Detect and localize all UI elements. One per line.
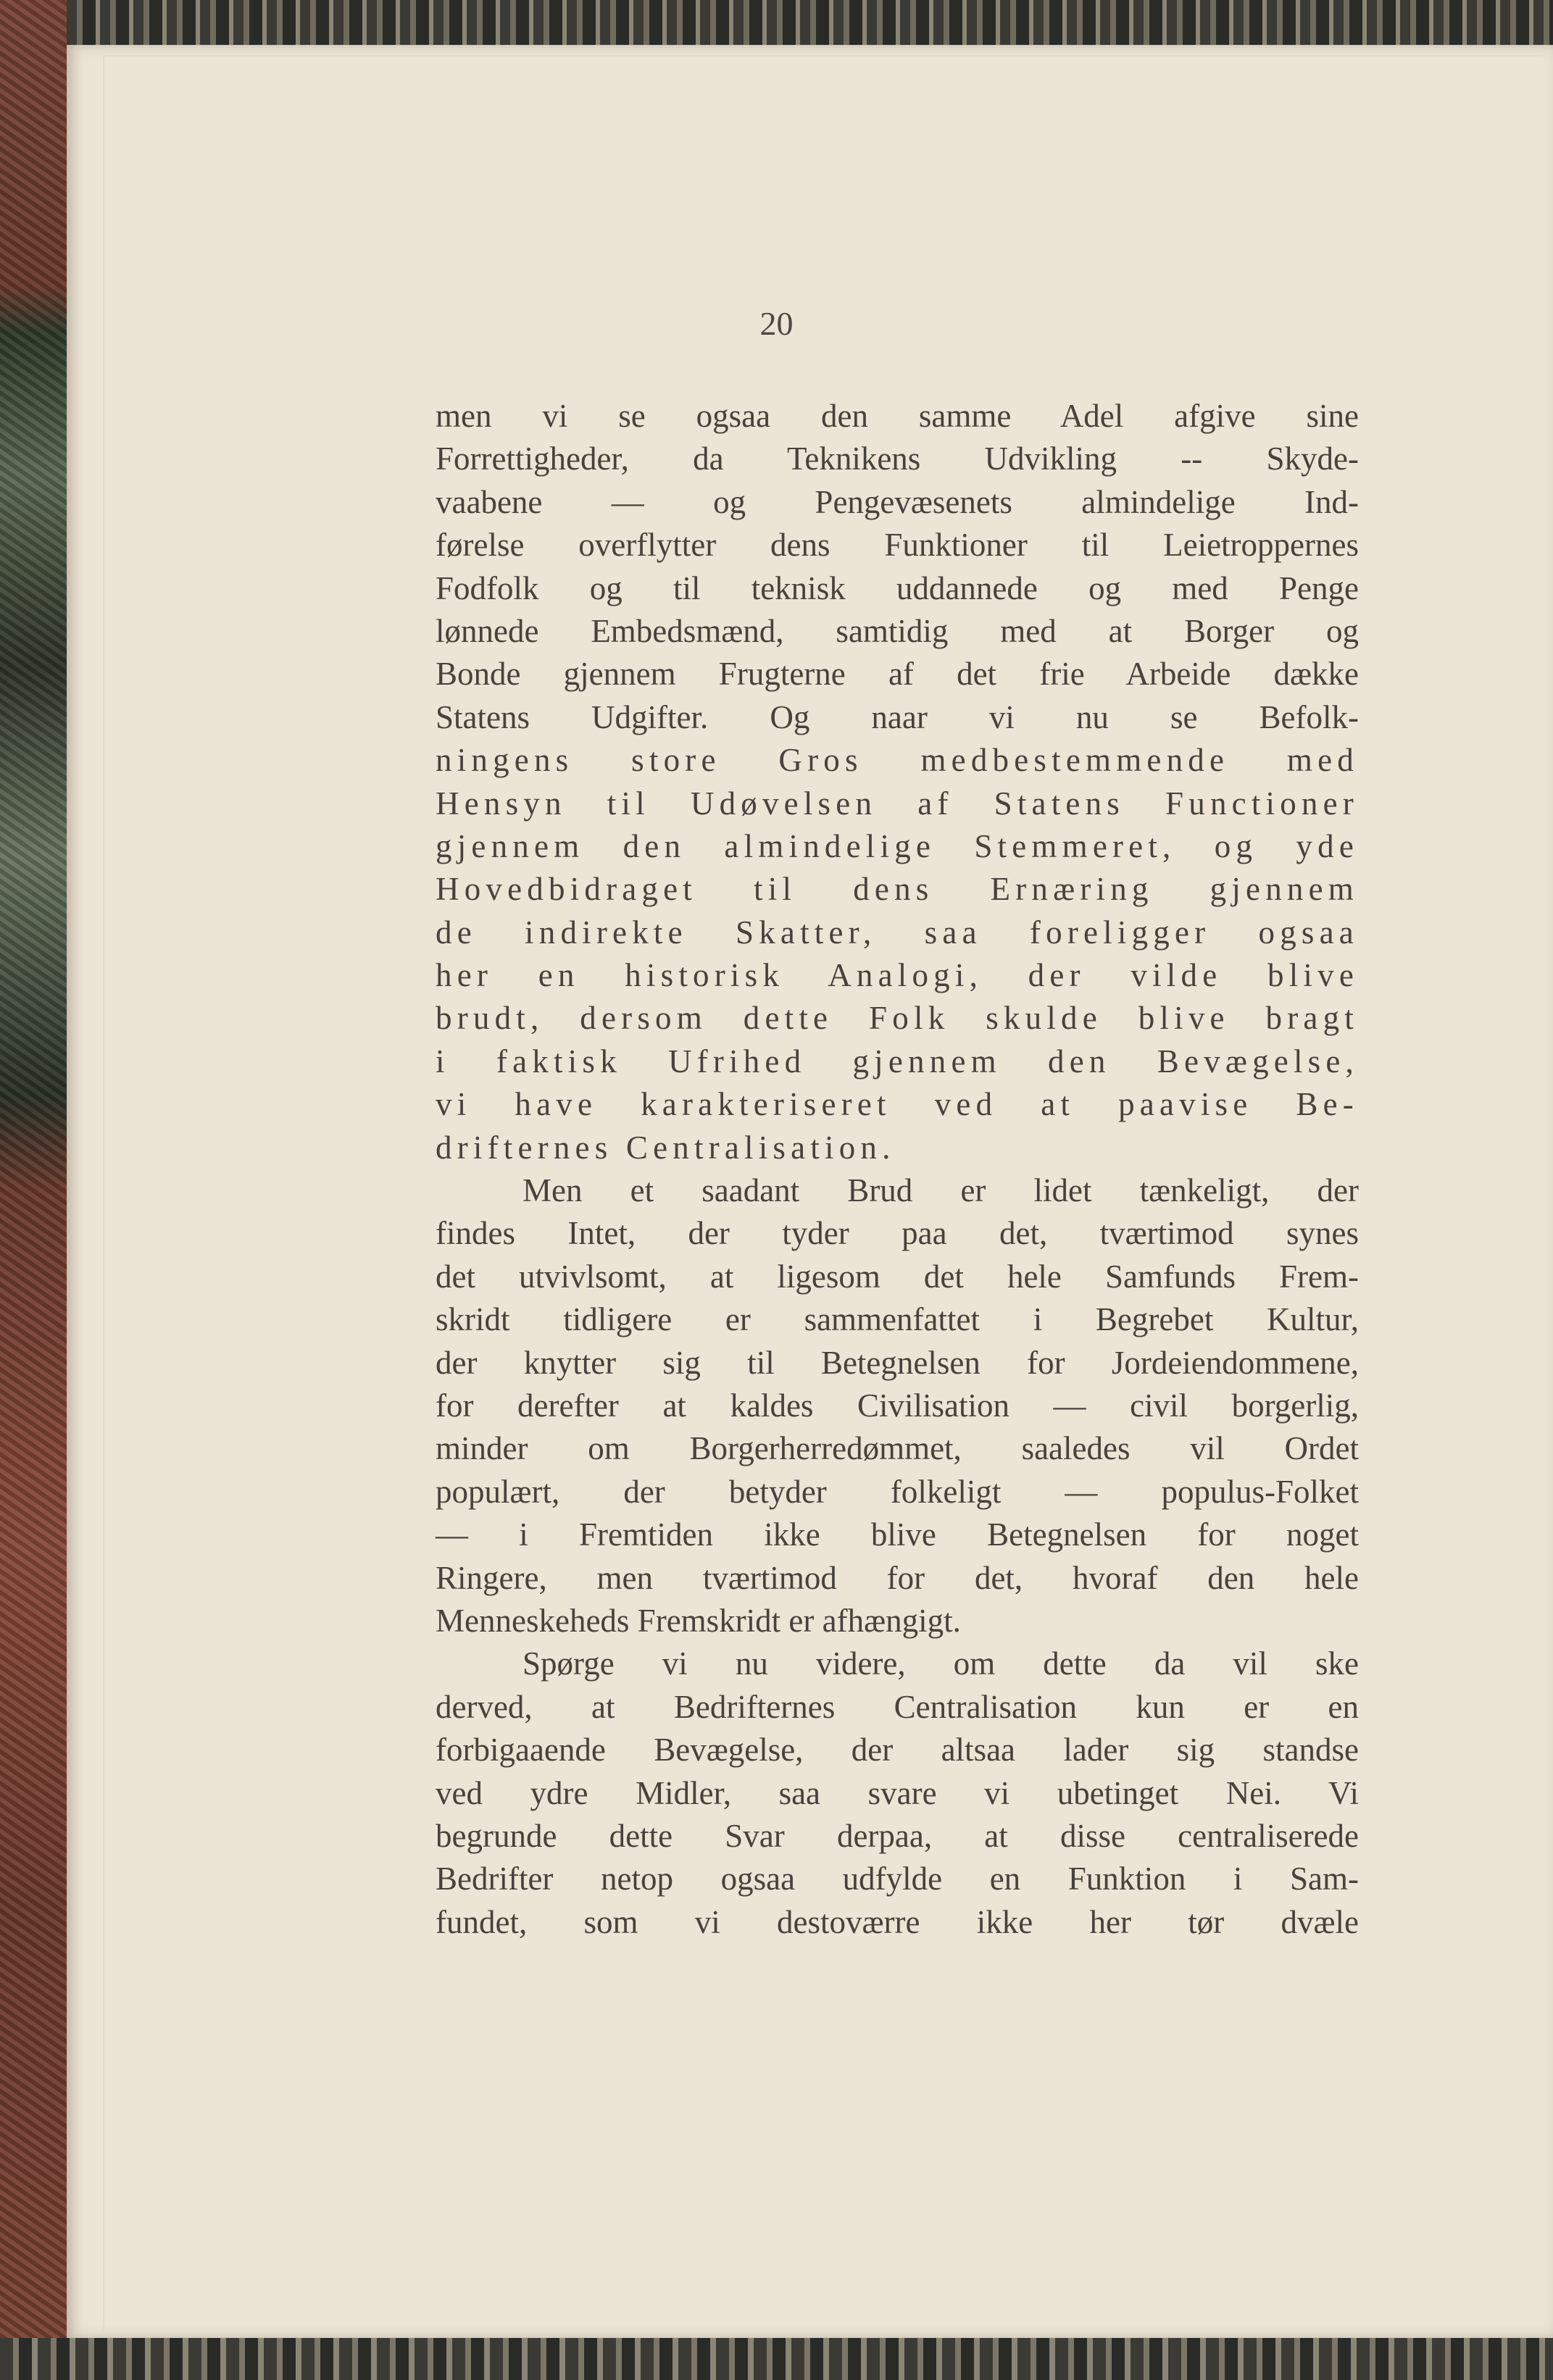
text-line: i faktisk Ufrihed gjennem den Bevægelse, (436, 1043, 1359, 1080)
text-line: drifternes Centralisation. (436, 1129, 896, 1166)
text-line: de indirekte Skatter, saa foreligger ogsaa (436, 914, 1359, 951)
text-line: findes Intet, der tyder paa det, tværtimod synes (436, 1215, 1359, 1252)
text-line: skridt tidligere er sammenfattet i Begrebet Kultur, (436, 1301, 1359, 1338)
text-line: lønnede Embedsmænd, samtidig med at Borger og (436, 612, 1359, 649)
text-line: populært, der betyder folkeligt — populus-Folket (436, 1473, 1359, 1510)
text-line: det utvivlsomt, at ligesom det hele Samfunds Frem- (436, 1258, 1359, 1295)
text-line: for derefter at kaldes Civilisation — civil borgerlig, (436, 1387, 1359, 1424)
text-line: Bonde gjennem Frugterne af det frie Arbeide dække (436, 656, 1359, 693)
text-line: Bedrifter netop ogsaa udfylde en Funktion i Sam- (436, 1861, 1359, 1897)
text-line: Ringere, men tværtimod for det, hvoraf den hele (436, 1559, 1359, 1596)
body-text (436, 395, 1359, 1944)
text-line: — i Fremtiden ikke blive Betegnelsen for noget (436, 1516, 1359, 1553)
text-line: minder om Borgerherredømmet, saaledes vil Ordet (436, 1430, 1359, 1467)
text-line: ningens store Gros medbestemmende med (436, 742, 1359, 779)
text-line: forbigaaende Bevægelse, der altsaa lader sig standse (436, 1732, 1359, 1769)
text-line: Spørge vi nu videre, om dette da vil ske (522, 1645, 1359, 1682)
text-line: Hensyn til Udøvelsen af Statens Functioner (436, 785, 1359, 822)
book-cover-bottom-edge (0, 2338, 1553, 2380)
text-line: her en historisk Analogi, der vilde blive (436, 957, 1359, 994)
text-line: Statens Udgifter. Og naar vi nu se Befolk- (436, 698, 1359, 735)
book-cover-marbled-spine (0, 0, 67, 2380)
text-line: ved ydre Midler, saa svare vi ubetinget Nei. Vi (436, 1774, 1359, 1811)
text-line: Fodfolk og til teknisk uddannede og med Penge (436, 569, 1359, 606)
text-line: Men et saadant Brud er lidet tænkeligt, der (522, 1172, 1359, 1209)
text-line: der knytter sig til Betegnelsen for Jordeiendommene, (436, 1344, 1359, 1381)
text-line: Hovedbidraget til dens Ernæring gjennem (436, 871, 1359, 908)
text-line: brudt, dersom dette Folk skulde blive bragt (436, 1000, 1359, 1037)
text-line: gjennem den almindelige Stemmeret, og yde (436, 827, 1359, 864)
text-line: derved, at Bedrifternes Centralisation kun er en (436, 1688, 1359, 1725)
text-line: førelse overflytter dens Funktioner til Leietroppernes (436, 527, 1359, 564)
page-number: 20 (759, 305, 794, 342)
text-line: vi have karakteriseret ved at paavise Be- (436, 1086, 1359, 1123)
text-line: Forrettigheder, da Teknikens Udvikling -- Skyde- (436, 440, 1359, 477)
text-line: begrunde dette Svar derpaa, at disse centraliserede (436, 1817, 1359, 1854)
text-line: men vi se ogsaa den samme Adel afgive sine (436, 398, 1359, 434)
text-line: fundet, som vi destoværre ikke her tør dvæle (436, 1903, 1359, 1940)
book-cover-top-edge (0, 0, 1553, 45)
text-line: Menneskeheds Fremskridt er afhængigt. (436, 1602, 961, 1639)
text-line: vaabene — og Pengevæsenets almindelige Ind- (436, 483, 1359, 520)
